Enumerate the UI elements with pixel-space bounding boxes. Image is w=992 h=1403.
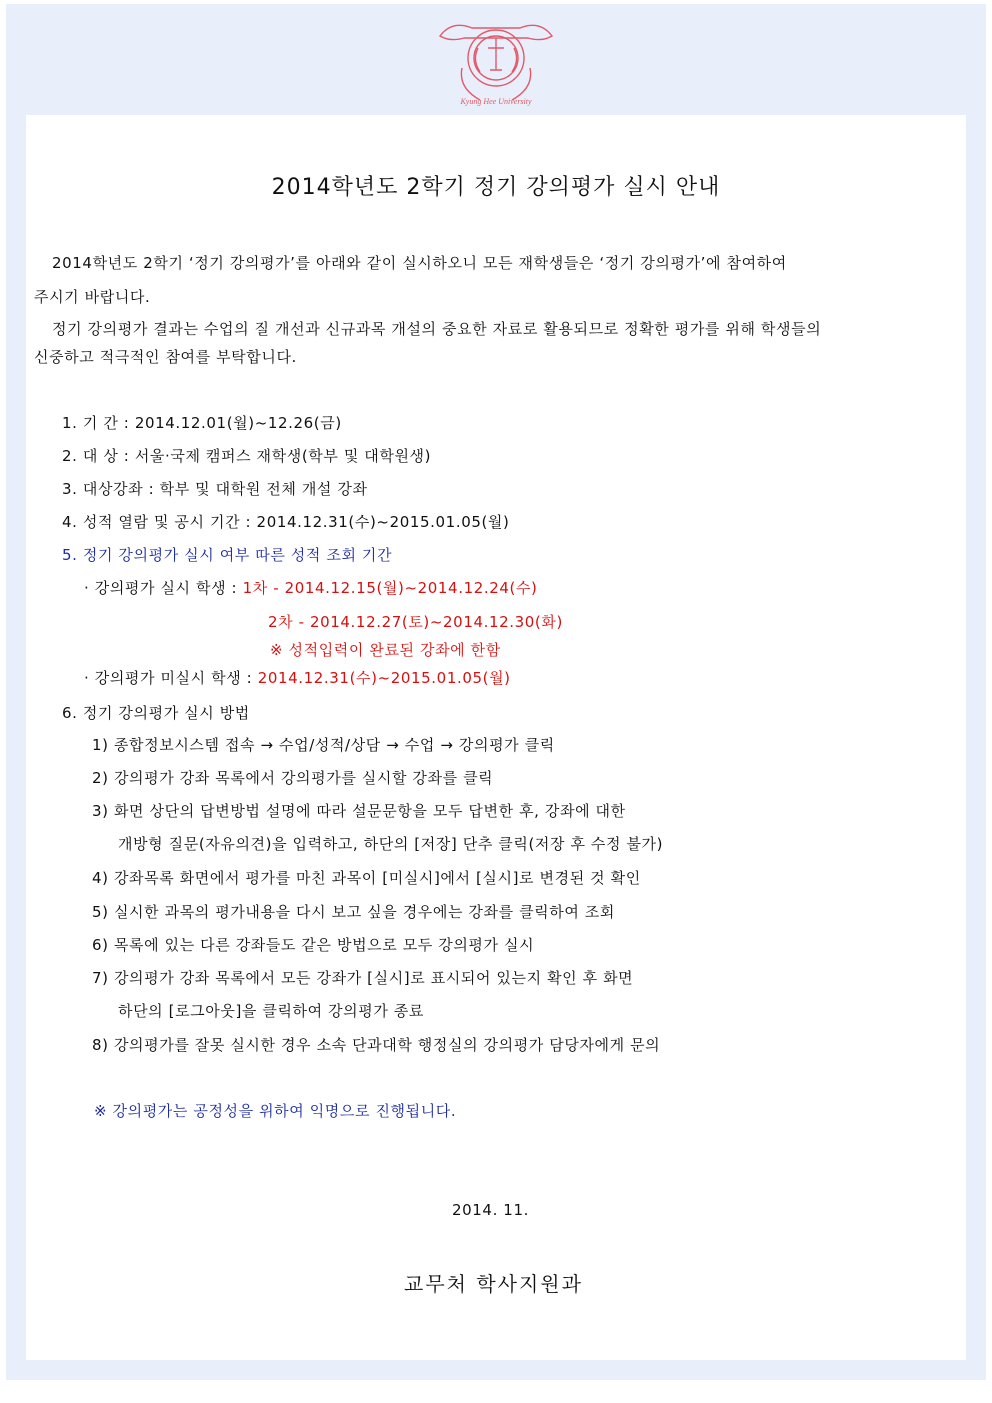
evaluated-period-2: 2차 - 2014.12.27(토)~2014.12.30(화) — [268, 613, 563, 631]
step-7: 7) 강의평가 강좌 목록에서 모든 강좌가 [실시]로 표시되어 있는지 확인 후 화면 — [92, 969, 634, 987]
step-8: 8) 강의평가를 잘못 실시한 경우 소속 단과대학 행정실의 강의평가 담당자에게 문의 — [92, 1036, 661, 1054]
step-7-continued: 하단의 [로그아웃]을 클릭하여 강의평가 종료 — [118, 1002, 424, 1020]
university-seal-icon — [432, 8, 560, 108]
issue-date: 2014. 11. — [452, 1201, 529, 1219]
page-title: 2014학년도 2학기 정기 강의평가 실시 안내 — [271, 175, 721, 200]
evaluated-period-1: 1차 - 2014.12.15(월)~2014.12.24(수) — [242, 579, 538, 597]
step-6: 6) 목록에 있는 다른 강좌들도 같은 방법으로 모두 강의평가 실시 — [92, 936, 535, 954]
not-evaluated-period: 2014.12.31(수)~2015.01.05(월) — [257, 669, 511, 687]
item-grade-inquiry-heading: 5. 정기 강의평가 실시 여부 따른 성적 조회 기간 — [62, 546, 393, 564]
item-courses: 3. 대상강좌 : 학부 및 대학원 전체 개설 강좌 — [62, 480, 368, 498]
step-2: 2) 강의평가 강좌 목록에서 강의평가를 실시할 강좌를 클릭 — [92, 769, 494, 787]
item-grade-view-period: 4. 성적 열람 및 공시 기간 : 2014.12.31(수)~2015.01.05(월) — [62, 513, 510, 531]
step-3-continued: 개방형 질문(자유의견)을 입력하고, 하단의 [저장] 단추 클릭(저장 후 수정 불가) — [118, 835, 664, 853]
evaluated-students-label: · 강의평가 실시 학생 : — [84, 579, 243, 597]
step-4: 4) 강좌목록 화면에서 평가를 마친 과목이 [미실시]에서 [실시]로 변경된 것 확인 — [92, 869, 641, 887]
not-evaluated-students-row — [84, 667, 511, 688]
step-3: 3) 화면 상단의 답변방법 설명에 따라 설문문항을 모두 답변한 후, 강좌에 대한 — [92, 802, 626, 820]
item-target: 2. 대 상 : 서울·국제 캠퍼스 재학생(학부 및 대학원생) — [62, 447, 432, 465]
evaluated-students-row — [84, 577, 538, 598]
intro-line-1: 2014학년도 2학기 ‘정기 강의평가’를 아래와 같이 실시하오니 모든 재학생들은 ‘정기 강의평가’에 참여하여 — [52, 254, 787, 272]
intro-line-3: 정기 강의평가 결과는 수업의 질 개선과 신규과목 개설의 중요한 자료로 활용되므로 정확한 평가를 위해 학생들의 — [52, 320, 822, 338]
intro-line-4: 신중하고 적극적인 참여를 부탁합니다. — [34, 348, 297, 366]
item-period: 1. 기 간 : 2014.12.01(월)~12.26(금) — [62, 414, 342, 432]
intro-line-2: 주시기 바랍니다. — [34, 288, 151, 306]
issuer-signature: 교무처 학사지원과 — [404, 1272, 583, 1296]
anonymity-note: ※ 강의평가는 공정성을 위하여 익명으로 진행됩니다. — [94, 1102, 457, 1120]
step-5: 5) 실시한 과목의 평가내용을 다시 보고 싶을 경우에는 강좌를 클릭하여 조회 — [92, 903, 615, 921]
step-1: 1) 종합정보시스템 접속 → 수업/성적/상담 → 수업 → 강의평가 클릭 — [92, 736, 555, 754]
not-evaluated-students-label: · 강의평가 미실시 학생 : — [84, 669, 258, 687]
item-method-heading: 6. 정기 강의평가 실시 방법 — [62, 704, 250, 722]
evaluated-note: ※ 성적입력이 완료된 강좌에 한함 — [270, 641, 501, 659]
logo-caption: Kyung Hee University — [460, 97, 532, 106]
